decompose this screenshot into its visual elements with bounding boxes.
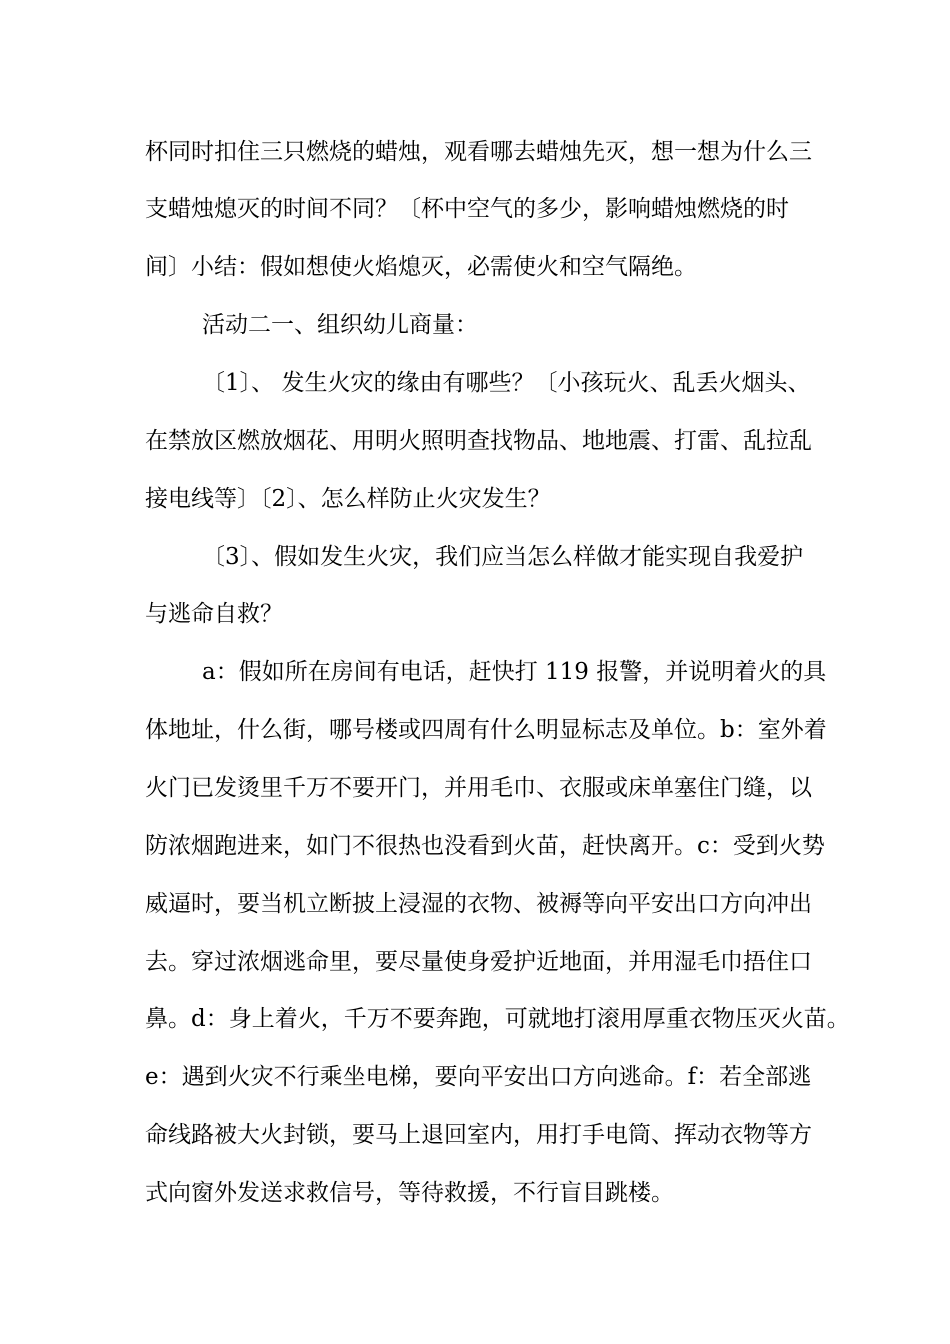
text-line: 支蜡烛熄灭的时间不同？〔杯中空气的多少，影响蜡烛燃烧的时 (145, 196, 789, 222)
text-line: 〔1〕、 发生火灾的缘由有哪些？〔小孩玩火、乱丢火烟头、 (202, 370, 811, 396)
text-line: 威逼时，要当机立断披上浸湿的衣物、被褥等向平安出口方向冲出 (145, 891, 812, 917)
text-line: 接电线等〕〔2〕、怎么样防止火灾发生？ (145, 486, 551, 512)
text-line: 火门已发烫里千万不要开门，并用毛巾、衣服或床单塞住门缝，以 (145, 775, 812, 801)
text-line: 命线路被大火封锁，要马上退回室内，用打手电筒、挥动衣物等方 (145, 1122, 812, 1148)
text-line: 去。穿过浓烟逃命里，要尽量使身爱护近地面，并用湿毛巾捂住口 (145, 949, 812, 975)
text-line: e：遇到火灾不行乘坐电梯，要向平安出口方向逃命。f：若全部逃 (145, 1064, 812, 1090)
text-line: 活动二一、组织幼儿商量： (202, 312, 478, 338)
text-line: 式向窗外发送求救信号，等待救援，不行盲目跳楼。 (145, 1180, 674, 1206)
text-line: 杯同时扣住三只燃烧的蜡烛，观看哪去蜡烛先灭，想一想为什么三 (145, 139, 812, 165)
text-line: 与逃命自救？ (145, 601, 283, 627)
text-line: 在禁放区燃放烟花、用明火照明查找物品、地地震、打雷、乱拉乱 (145, 428, 812, 454)
text-line: 体地址，什么街，哪号楼或四周有什么明显标志及单位。b：室外着 (145, 717, 827, 743)
text-line: a：假如所在房间有电话，赶快打 119 报警，并说明着火的具 (202, 659, 827, 685)
text-line: 鼻。d：身上着火，千万不要奔跑，可就地打滚用厚重衣物压灭火苗。 (145, 1006, 850, 1032)
text-line: 间〕小结：假如想使火焰熄灭，必需使火和空气隔绝。 (145, 254, 697, 280)
text-line: 〔3〕、假如发生火灾，我们应当怎么样做才能实现自我爱护 (202, 544, 804, 570)
text-line: 防浓烟跑进来，如门不很热也没看到火苗，赶快离开。c：受到火势 (145, 833, 825, 859)
